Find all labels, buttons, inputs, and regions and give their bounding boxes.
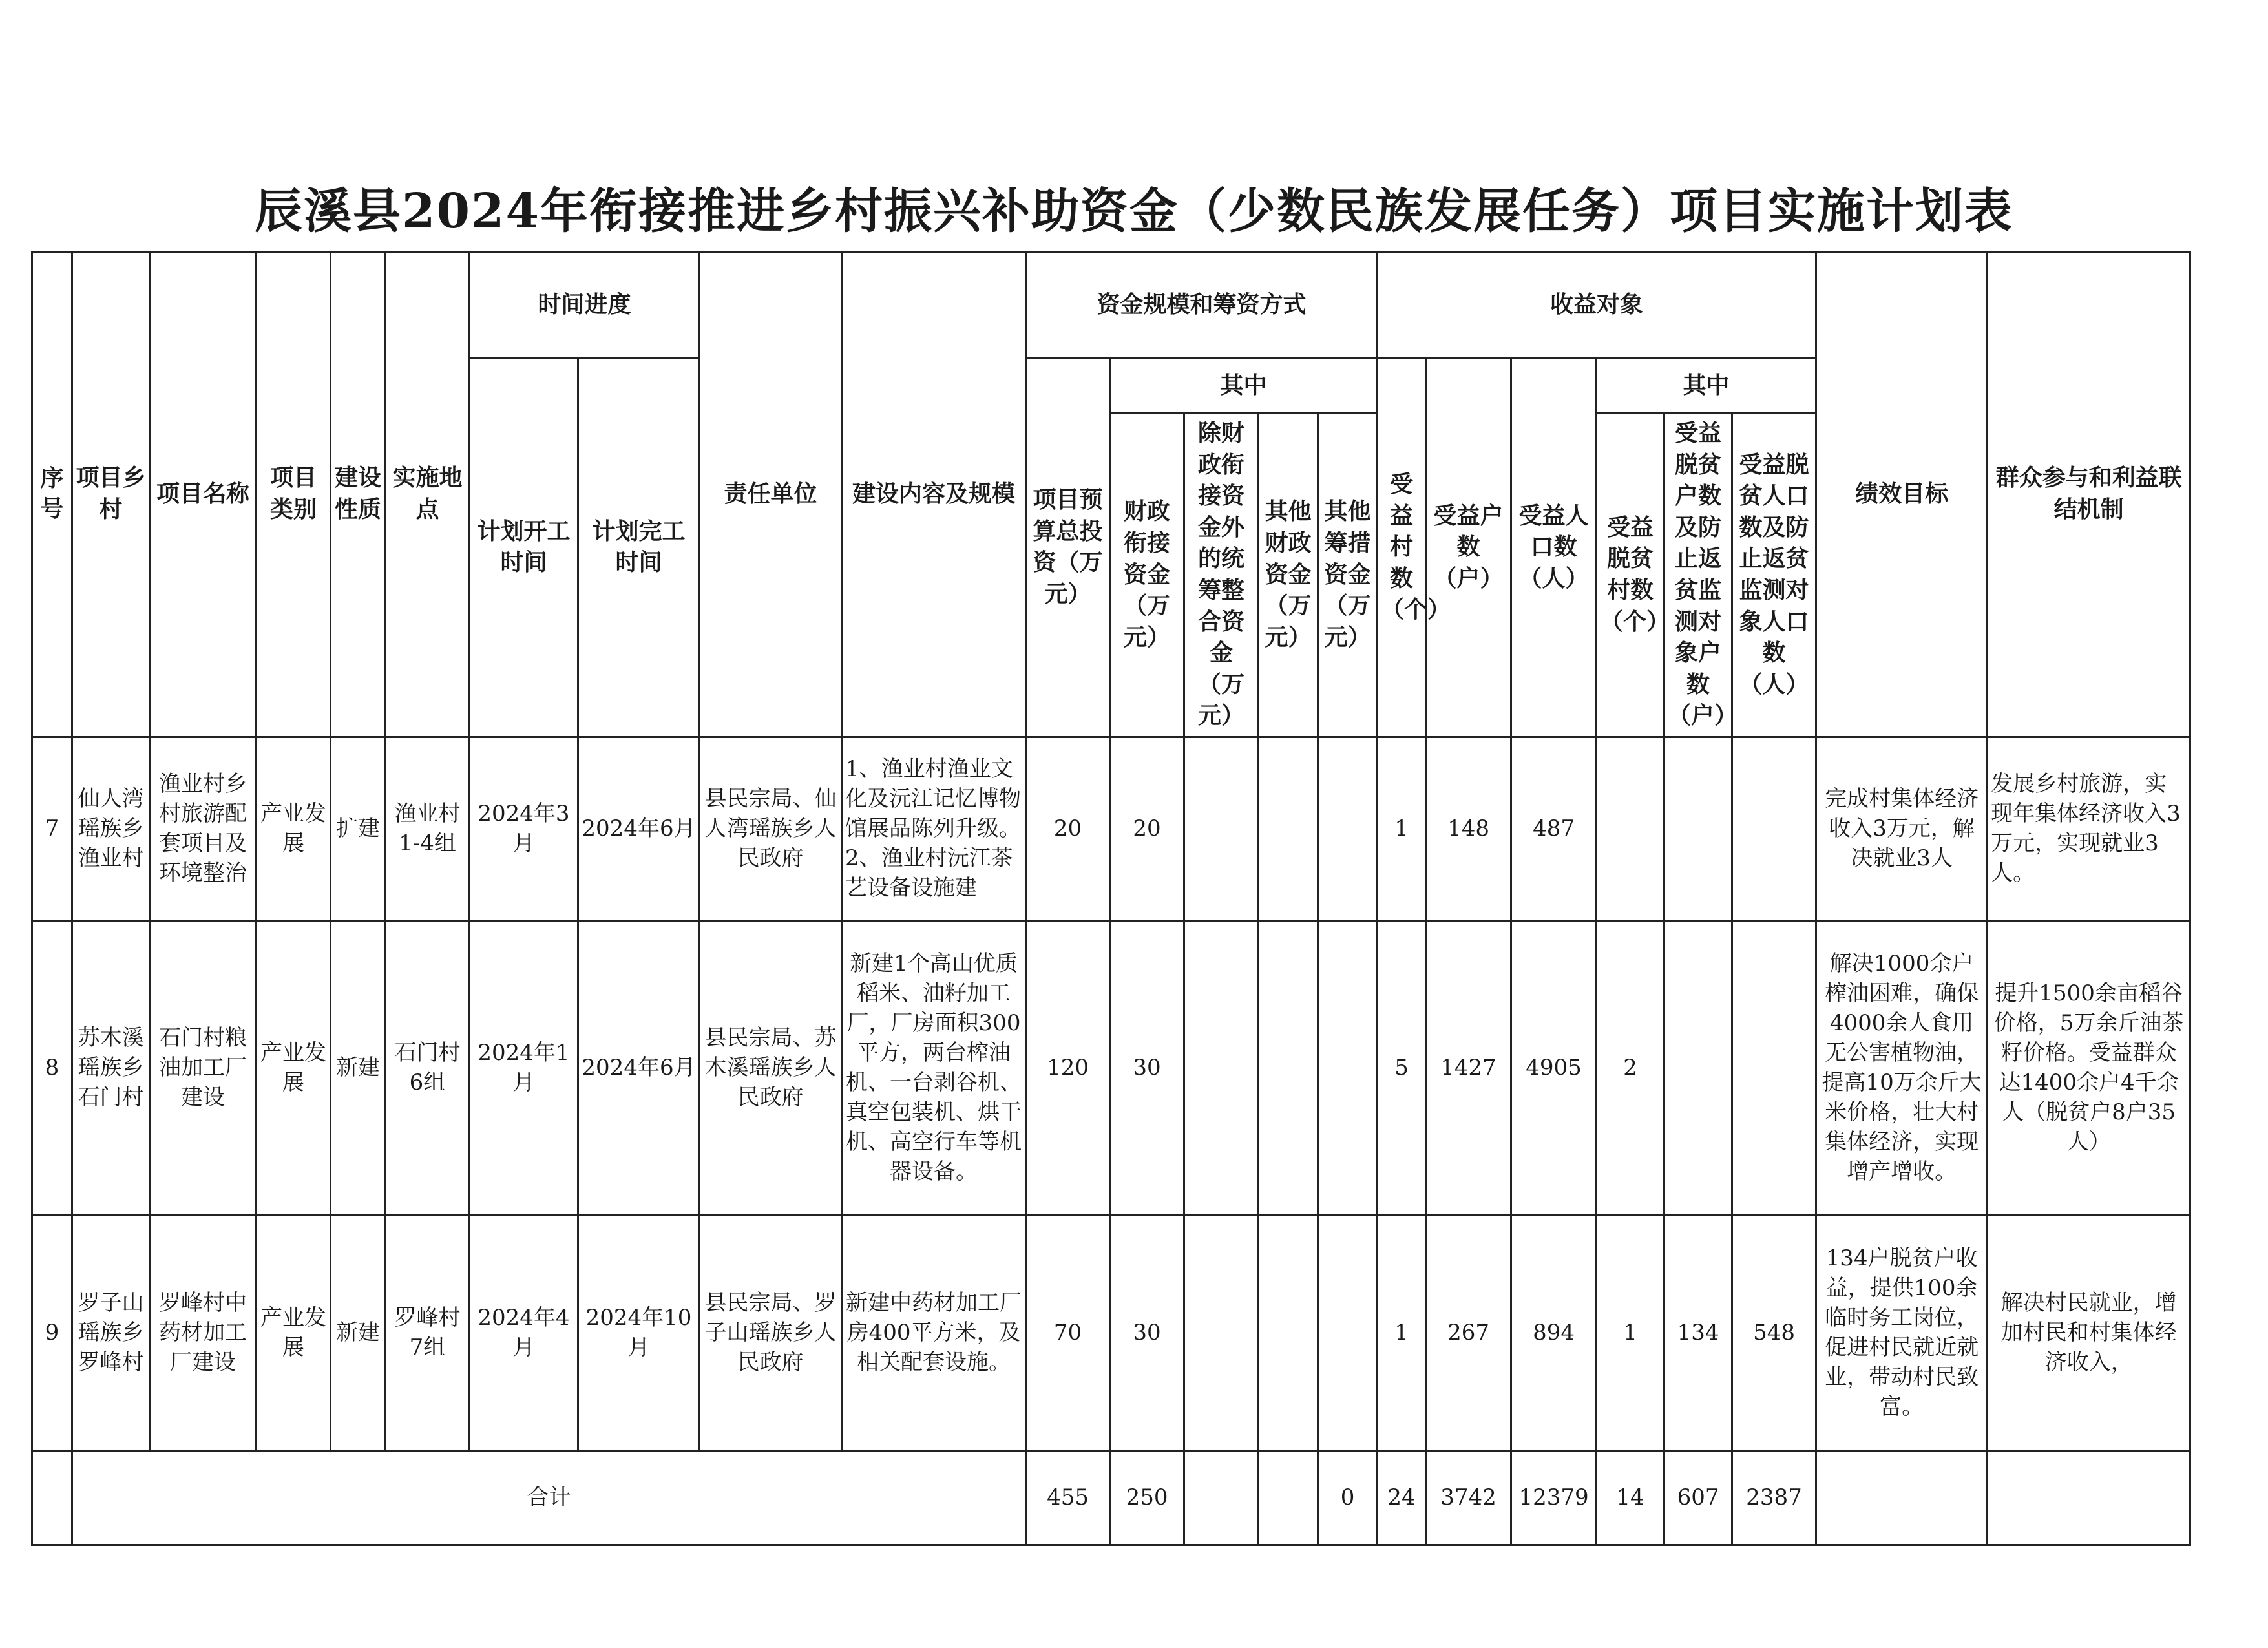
cell-total: 120 xyxy=(1026,921,1110,1215)
cell-other-raised xyxy=(1318,1215,1378,1451)
cell-nature: 新建 xyxy=(331,1215,386,1451)
cell-ben-poor-households xyxy=(1664,921,1732,1215)
cell-start: 2024年4月 xyxy=(470,1215,578,1451)
plan-table-wrapper xyxy=(31,251,2189,1546)
header-location: 实施地点 xyxy=(386,252,470,737)
cell-name: 罗峰村中药材加工厂建设 xyxy=(150,1215,257,1451)
cell-total-goal xyxy=(1816,1451,1988,1545)
cell-fiscal: 20 xyxy=(1110,737,1184,921)
cell-content: 1、渔业村渔业文化及沅江记忆博物馆展品陈列升级。2、渔业村沅江茶艺设备设施建 xyxy=(842,737,1026,921)
header-ben-poor-people: 受益脱贫人口数及防止返贫监测对象人口数（人） xyxy=(1732,414,1816,737)
table-row xyxy=(32,1215,2190,1451)
cell-ben-poor-people: 548 xyxy=(1732,1215,1816,1451)
cell-total: 20 xyxy=(1026,737,1110,921)
header-unit: 责任单位 xyxy=(700,252,842,737)
cell-name: 渔业村乡村旅游配套项目及环境整治 xyxy=(150,737,257,921)
cell-ben-villages: 1 xyxy=(1378,737,1426,921)
header-start: 计划开工时间 xyxy=(470,359,578,737)
cell-type: 产业发展 xyxy=(257,921,331,1215)
header-type: 项目类别 xyxy=(257,252,331,737)
cell-start: 2024年3月 xyxy=(470,737,578,921)
cell-goal: 134户脱贫户收益，提供100余临时务工岗位，促进村民就近就业，带动村民致富。 xyxy=(1816,1215,1988,1451)
cell-total-ben-villages: 24 xyxy=(1378,1451,1426,1545)
cell-village: 仙人湾瑶族乡渔业村 xyxy=(72,737,150,921)
cell-content: 新建中药材加工厂房400平方米，及相关配套设施。 xyxy=(842,1215,1026,1451)
header-goal: 绩效目标 xyxy=(1816,252,1988,737)
cell-mechanism: 解决村民就业，增加村民和村集体经济收入， xyxy=(1988,1215,2190,1451)
cell-ben-people: 487 xyxy=(1511,737,1597,921)
cell-ben-villages: 1 xyxy=(1378,1215,1426,1451)
header-ben-poor-households: 受益脱贫户数及防止返贫监测对象户数（户） xyxy=(1664,414,1732,737)
header-other-fiscal: 其他财政资金（万元） xyxy=(1259,414,1318,737)
cell-end: 2024年6月 xyxy=(578,737,700,921)
cell-type: 产业发展 xyxy=(257,1215,331,1451)
cell-total-ben-poor-people: 2387 xyxy=(1732,1451,1816,1545)
header-ben-people: 受益人口数（人） xyxy=(1511,359,1597,737)
cell-other-integrated xyxy=(1184,737,1259,921)
cell-other-fiscal xyxy=(1259,921,1318,1215)
header-fund-group: 资金规模和筹资方式 xyxy=(1026,252,1378,359)
plan-table xyxy=(31,251,2191,1546)
cell-seq: 9 xyxy=(32,1215,72,1451)
header-time-group: 时间进度 xyxy=(470,252,700,359)
cell-location: 罗峰村7组 xyxy=(386,1215,470,1451)
cell-ben-households: 267 xyxy=(1426,1215,1511,1451)
cell-seq: 8 xyxy=(32,921,72,1215)
header-fiscal: 财政衔接资金（万元） xyxy=(1110,414,1184,737)
cell-ben-people: 894 xyxy=(1511,1215,1597,1451)
header-village: 项目乡村 xyxy=(72,252,150,737)
cell-total-label: 合计 xyxy=(72,1451,1026,1545)
header-benefit-group: 收益对象 xyxy=(1378,252,1816,359)
cell-total: 70 xyxy=(1026,1215,1110,1451)
cell-type: 产业发展 xyxy=(257,737,331,921)
cell-unit: 县民宗局、罗子山瑶族乡人民政府 xyxy=(700,1215,842,1451)
cell-other-integrated xyxy=(1184,921,1259,1215)
header-ben-poor-villages: 受益脱贫村数（个） xyxy=(1597,414,1664,737)
header-other-integrated: 除财政衔接资金外的统筹整合资金（万元） xyxy=(1184,414,1259,737)
cell-total-ben-people: 12379 xyxy=(1511,1451,1597,1545)
cell-ben-poor-villages: 2 xyxy=(1597,921,1664,1215)
cell-seq: 7 xyxy=(32,737,72,921)
cell-fiscal: 30 xyxy=(1110,1215,1184,1451)
header-total: 项目预算总投资（万元） xyxy=(1026,359,1110,737)
cell-end: 2024年6月 xyxy=(578,921,700,1215)
cell-goal: 完成村集体经济收入3万元，解决就业3人 xyxy=(1816,737,1988,921)
header-content: 建设内容及规模 xyxy=(842,252,1026,737)
cell-total-mechanism xyxy=(1988,1451,2190,1545)
cell-location: 石门村6组 xyxy=(386,921,470,1215)
cell-name: 石门村粮油加工厂建设 xyxy=(150,921,257,1215)
total-row xyxy=(32,1451,2190,1545)
cell-other-fiscal xyxy=(1259,737,1318,921)
cell-total-seq-blank xyxy=(32,1451,72,1545)
cell-other-raised xyxy=(1318,921,1378,1215)
table-row xyxy=(32,921,2190,1215)
cell-goal: 解决1000余户榨油困难，确保4000余人食用无公害植物油，提高10万余斤大米价格，壮大村集体经济，实现增产增收。 xyxy=(1816,921,1988,1215)
cell-ben-poor-villages xyxy=(1597,737,1664,921)
cell-mechanism: 发展乡村旅游，实现年集体经济收入3万元，实现就业3人。 xyxy=(1988,737,2190,921)
cell-fiscal: 30 xyxy=(1110,921,1184,1215)
cell-ben-poor-households: 134 xyxy=(1664,1215,1732,1451)
cell-total-other-fiscal xyxy=(1259,1451,1318,1545)
cell-village: 罗子山瑶族乡罗峰村 xyxy=(72,1215,150,1451)
header-nature: 建设性质 xyxy=(331,252,386,737)
cell-nature: 新建 xyxy=(331,921,386,1215)
cell-ben-poor-people xyxy=(1732,921,1816,1215)
cell-ben-households: 1427 xyxy=(1426,921,1511,1215)
cell-total-other-integrated xyxy=(1184,1451,1259,1545)
page-title: 辰溪县2024年衔接推进乡村振兴补助资金（少数民族发展任务）项目实施计划表 xyxy=(255,184,2013,239)
header-mechanism: 群众参与和利益联结机制 xyxy=(1988,252,2190,737)
header-name: 项目名称 xyxy=(150,252,257,737)
cell-other-integrated xyxy=(1184,1215,1259,1451)
cell-total-total: 455 xyxy=(1026,1451,1110,1545)
cell-nature: 扩建 xyxy=(331,737,386,921)
cell-other-fiscal xyxy=(1259,1215,1318,1451)
cell-total-fiscal: 250 xyxy=(1110,1451,1184,1545)
cell-other-raised xyxy=(1318,737,1378,921)
header-ben-households: 受益户数（户） xyxy=(1426,359,1511,737)
cell-total-ben-households: 3742 xyxy=(1426,1451,1511,1545)
cell-ben-people: 4905 xyxy=(1511,921,1597,1215)
cell-mechanism: 提升1500余亩稻谷价格，5万余斤油茶籽价格。受益群众达1400余户4千余人（脱贫户8户35人） xyxy=(1988,921,2190,1215)
header-seq: 序号 xyxy=(32,252,72,737)
header-other-raised: 其他筹措资金（万元） xyxy=(1318,414,1378,737)
cell-total-other-raised: 0 xyxy=(1318,1451,1378,1545)
cell-ben-villages: 5 xyxy=(1378,921,1426,1215)
cell-content: 新建1个高山优质稻米、油籽加工厂，厂房面积300平方，两台榨油机、一台剥谷机、真空包装机、烘干机、高空行车等机器设备。 xyxy=(842,921,1026,1215)
cell-end: 2024年10月 xyxy=(578,1215,700,1451)
cell-start: 2024年1月 xyxy=(470,921,578,1215)
cell-total-ben-poor-villages: 14 xyxy=(1597,1451,1664,1545)
cell-location: 渔业村1-4组 xyxy=(386,737,470,921)
header-benefit-sub: 其中 xyxy=(1597,359,1816,414)
cell-village: 苏木溪瑶族乡石门村 xyxy=(72,921,150,1215)
cell-ben-poor-people xyxy=(1732,737,1816,921)
cell-unit: 县民宗局、仙人湾瑶族乡人民政府 xyxy=(700,737,842,921)
cell-ben-poor-villages: 1 xyxy=(1597,1215,1664,1451)
cell-unit: 县民宗局、苏木溪瑶族乡人民政府 xyxy=(700,921,842,1215)
header-fund-sub: 其中 xyxy=(1110,359,1378,414)
cell-ben-households: 148 xyxy=(1426,737,1511,921)
cell-ben-poor-households xyxy=(1664,737,1732,921)
table-row xyxy=(32,737,2190,921)
header-ben-villages: 受益村数（个） xyxy=(1378,359,1426,737)
cell-total-ben-poor-households: 607 xyxy=(1664,1451,1732,1545)
header-end: 计划完工时间 xyxy=(578,359,700,737)
